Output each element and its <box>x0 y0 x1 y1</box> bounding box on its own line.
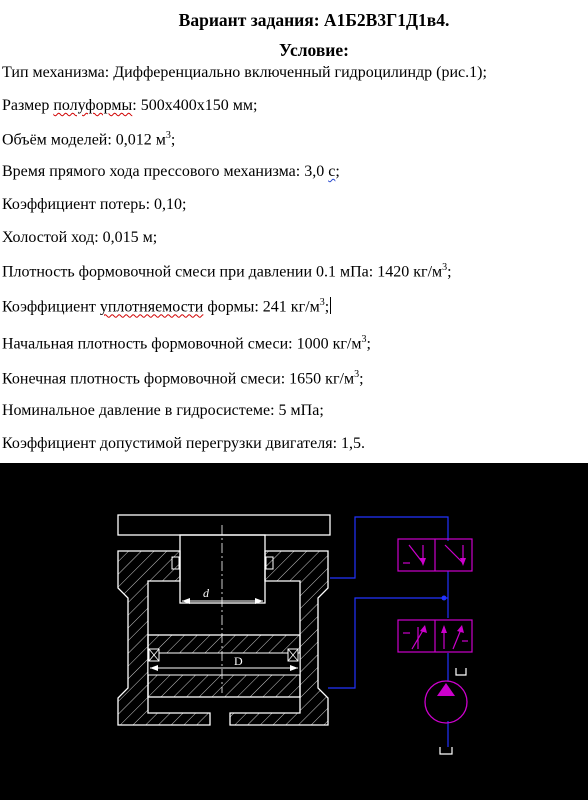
directional-valve-upper <box>398 539 472 571</box>
hydraulic-scheme-figure <box>0 463 588 800</box>
motor-overload-line: Коэффициент допустимой перегрузки двигателя: 1,5. <box>2 435 366 452</box>
directional-valve-lower <box>398 620 472 652</box>
tank-symbol <box>440 747 452 754</box>
mixture-density-line: Плотность формовочной смеси при давлении 0.1 мПа: 1420 $кг/м^3$; <box>2 262 452 281</box>
pipe-junction <box>442 596 447 601</box>
spellcheck-word: уплотняемости <box>99 298 204 316</box>
final-density-line: Конечная плотность формовочной смеси: 1650 $кг/м^3$; <box>2 369 364 388</box>
piston-bore <box>148 653 300 675</box>
condition-heading: Условие: <box>279 40 349 60</box>
spellcheck-word: с <box>328 163 336 180</box>
forward-stroke-time-line: Время прямого хода прессового механизма: 3,0 с; <box>2 163 340 180</box>
idle-stroke-line: Холостой ход: 0,015 м; <box>2 229 158 246</box>
dimension-label-D: D <box>234 654 243 668</box>
nominal-pressure-line: Номинальное давление в гидросистеме: 5 мПа; <box>2 402 324 419</box>
half-form-size-line: Размер полуформы: 500x400x150 мм; <box>2 97 258 114</box>
initial-density-line: Начальная плотность формовочной смеси: 1000 $кг/м^3$; <box>2 334 371 353</box>
hydraulic-pipes <box>328 517 448 747</box>
spellcheck-word: полуформы <box>53 97 133 114</box>
compaction-coefficient-line: Коэффициент уплотняемости формы: 241 $кг/м^3$; <box>2 297 330 316</box>
hydraulic-scheme-drawing <box>0 463 588 800</box>
tank-symbol <box>456 668 466 675</box>
model-volume-line: Объём моделей: 0,012 $м^3$; <box>2 130 176 149</box>
loss-coefficient-line: Коэффициент потерь: 0,10; <box>2 196 187 213</box>
press-top-plate <box>118 515 330 535</box>
piston-rod <box>180 535 265 603</box>
pump-arrow <box>437 683 455 696</box>
task-variant-title: Вариант задания: А1Б2В3Г1Д1в4. <box>178 10 450 30</box>
dimension-label-d: d <box>203 586 209 600</box>
mechanism-type-line: Тип механизма: Дифференциально включенный гидроцилиндр (рис.1); <box>2 64 487 81</box>
text-cursor <box>330 297 331 314</box>
